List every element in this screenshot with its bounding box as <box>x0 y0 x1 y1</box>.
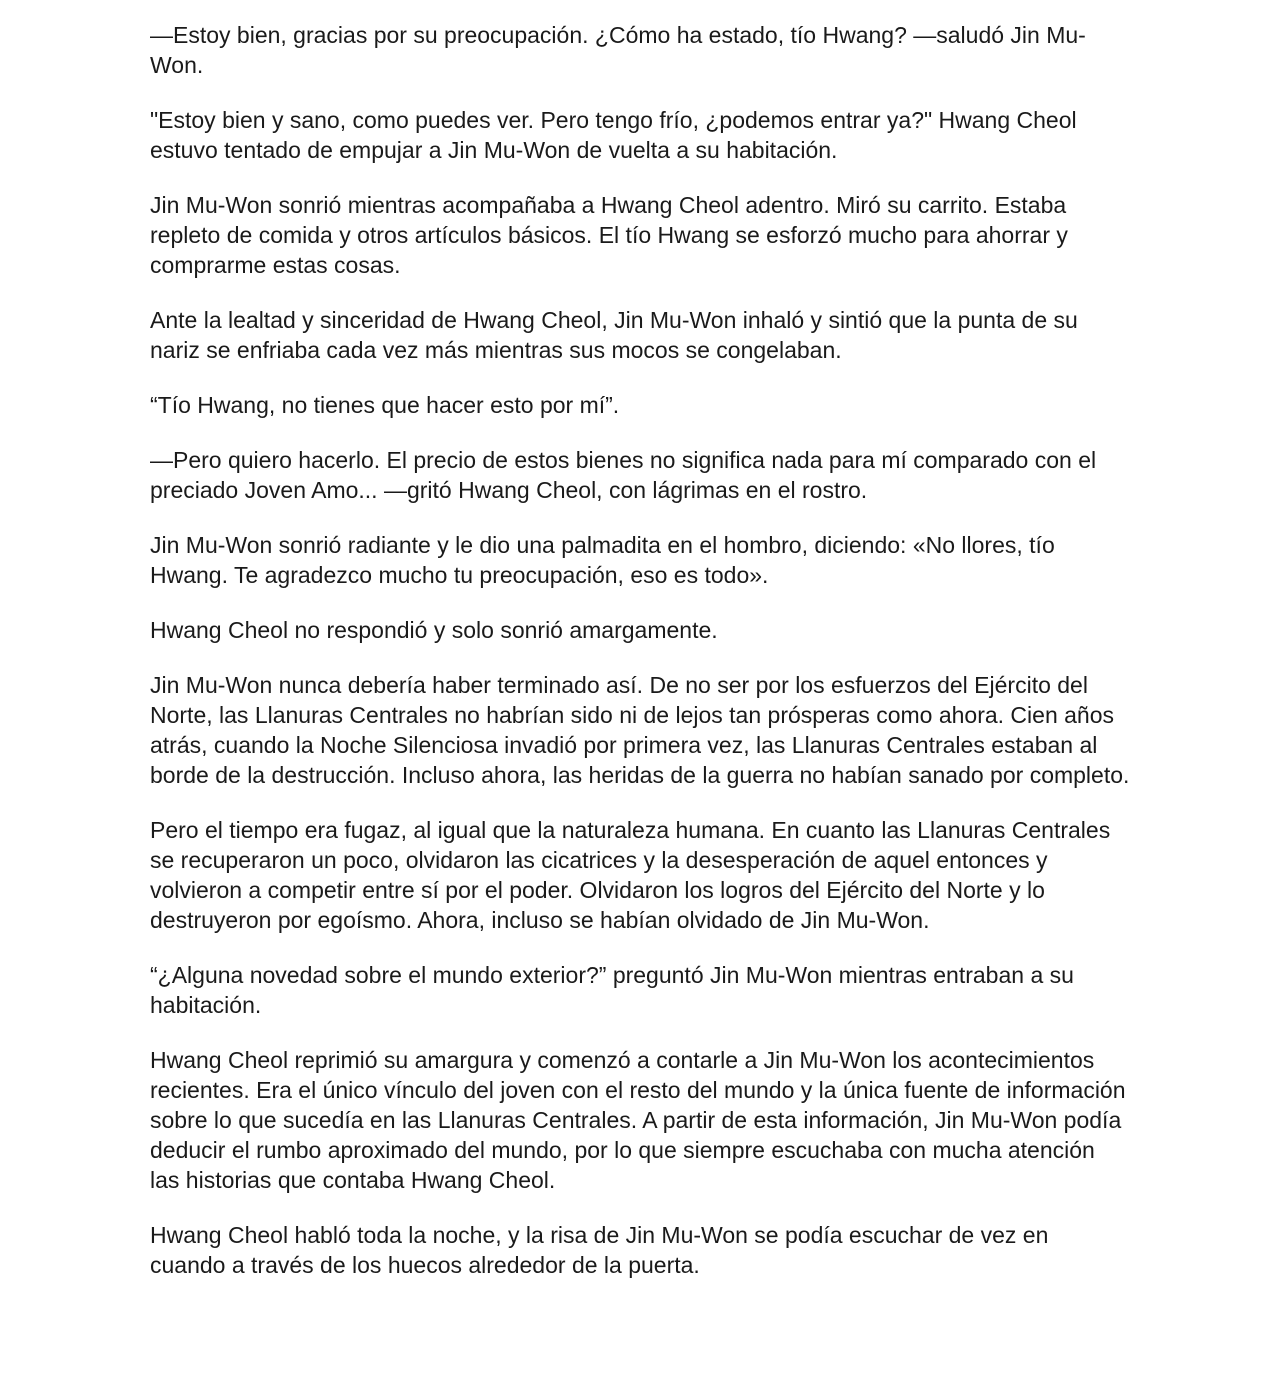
paragraph-6: —Pero quiero hacerlo. El precio de estos bienes no significa nada para mí comparado con el preciado Joven Amo... —gritó Hwang Cheol, con lágrimas en el rostro. <box>150 447 1097 503</box>
paragraph-4: Ante la lealtad y sinceridad de Hwang Cheol, Jin Mu-Won inhaló y sintió que la punta de su nariz se enfriaba cada vez más mientras sus mocos se congelaban. <box>150 307 1078 363</box>
paragraph-11: “¿Alguna novedad sobre el mundo exterior?” preguntó Jin Mu-Won mientras entraban a su habitación. <box>150 962 1074 1018</box>
paragraph-9: Jin Mu-Won nunca debería haber terminado así. De no ser por los esfuerzos del Ejército del Norte, las Llanuras Centrales no habrían sido ni de lejos tan prósperas como ahora. Cien años atrás, cuando la Noche Silenciosa invadió por primera vez, las Llanuras Centrales estaban al borde de la destrucción. Incluso ahora, las heridas de la guerra no habían sanado por completo. <box>150 672 1130 788</box>
paragraph-7: Jin Mu-Won sonrió radiante y le dio una palmadita en el hombro, diciendo: «No llores, tío Hwang. Te agradezco mucho tu preocupación, eso es todo». <box>150 532 1055 588</box>
paragraph-12: Hwang Cheol reprimió su amargura y comenzó a contarle a Jin Mu-Won los acontecimientos recientes. Era el único vínculo del joven con el resto del mundo y la única fuente de información sobre lo que sucedía en las Llanuras Centrales. A partir de esta información, Jin Mu-Won podía deducir el rumbo aproximado del mundo, por lo que siempre escuchaba con mucha atención las historias que contaba Hwang Cheol. <box>150 1047 1126 1193</box>
paragraph-3: Jin Mu-Won sonrió mientras acompañaba a Hwang Cheol adentro. Miró su carrito. Estaba repleto de comida y otros artículos básicos. El tío Hwang se esforzó mucho para ahorrar y comprarme estas cosas. <box>150 192 1068 278</box>
paragraph-2: "Estoy bien y sano, como puedes ver. Pero tengo frío, ¿podemos entrar ya?" Hwang Cheol estuvo tentado de empujar a Jin Mu-Won de vuelta a su habitación. <box>150 107 1077 163</box>
paragraph-5: “Tío Hwang, no tienes que hacer esto por mí”. <box>150 392 620 418</box>
paragraph-13: Hwang Cheol habló toda la noche, y la risa de Jin Mu-Won se podía escuchar de vez en cuando a través de los huecos alrededor de la puerta. <box>150 1222 1049 1278</box>
document-page <box>150 20 1130 1305</box>
paragraph-10: Pero el tiempo era fugaz, al igual que la naturaleza humana. En cuanto las Llanuras Centrales se recuperaron un poco, olvidaron las cicatrices y la desesperación de aquel entonces y volvieron a competir entre sí por el poder. Olvidaron los logros del Ejército del Norte y lo destruyeron por egoísmo. Ahora, incluso se habían olvidado de Jin Mu-Won. <box>150 817 1111 933</box>
paragraph-8: Hwang Cheol no respondió y solo sonrió amargamente. <box>150 617 718 643</box>
paragraph-1: —Estoy bien, gracias por su preocupación. ¿Cómo ha estado, tío Hwang? —saludó Jin Mu-Won. <box>150 22 1086 78</box>
